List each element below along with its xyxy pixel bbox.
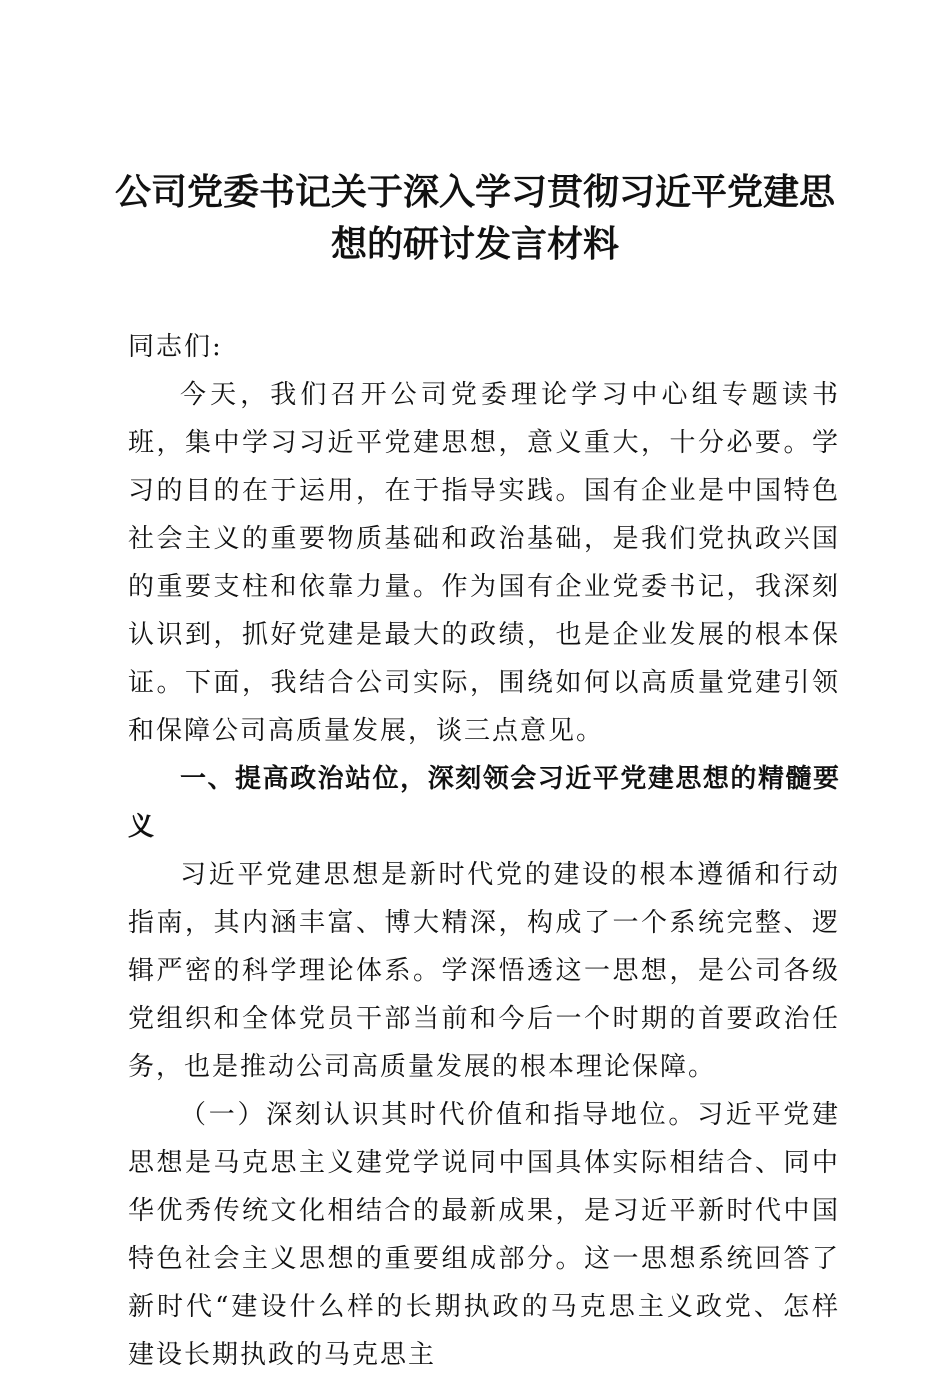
- paragraph-section-1: 习近平党建思想是新时代党的建设的根本遵循和行动指南，其内涵丰富、博大精深，构成了一个系统完整、逻辑严密的科学理论体系。学深悟透这一思想，是公司各级党组织和全体党员干部当前和今后一个时期的首要政治任务，也是推动公司高质量发展的根本理论保障。: [128, 860, 840, 1082]
- section-heading-1: 一、提高政治站位，深刻领会习近平党建思想的精髓要义: [128, 764, 840, 842]
- title-line-2: 想的研讨发言材料: [330, 223, 619, 265]
- title-line-1: 公司党委书记关于深入学习贯彻习近平党建思: [114, 171, 835, 213]
- document-body: [128, 323, 840, 1379]
- paragraph-intro: 今天，我们召开公司党委理论学习中心组专题读书班，集中学习习近平党建思想，意义重大，十分必要。学习的目的在于运用，在于指导实践。国有企业是中国特色社会主义的重要物质基础和政治基础，是我们党执政兴国的重要支柱和依靠力量。作为国有企业党委书记，我深刻认识到，抓好党建是最大的政绩，也是企业发展的根本保证。下面，我结合公司实际，围绕如何以高质量党建引领和保障公司高质量发展，谈三点意见。: [128, 380, 840, 746]
- salutation: 同志们:: [128, 332, 223, 362]
- document-title: [110, 166, 840, 270]
- paragraph-subsection-1: （一）深刻认识其时代价值和指导地位。习近平党建思想是马克思主义建党学说同中国具体实际相结合、同中华优秀传统文化相结合的最新成果，是习近平新时代中国特色社会主义思想的重要组成部分。这一思想系统回答了新时代“建设什么样的长期执政的马克思主义政党、怎样建设长期执政的马克思主: [128, 1100, 840, 1370]
